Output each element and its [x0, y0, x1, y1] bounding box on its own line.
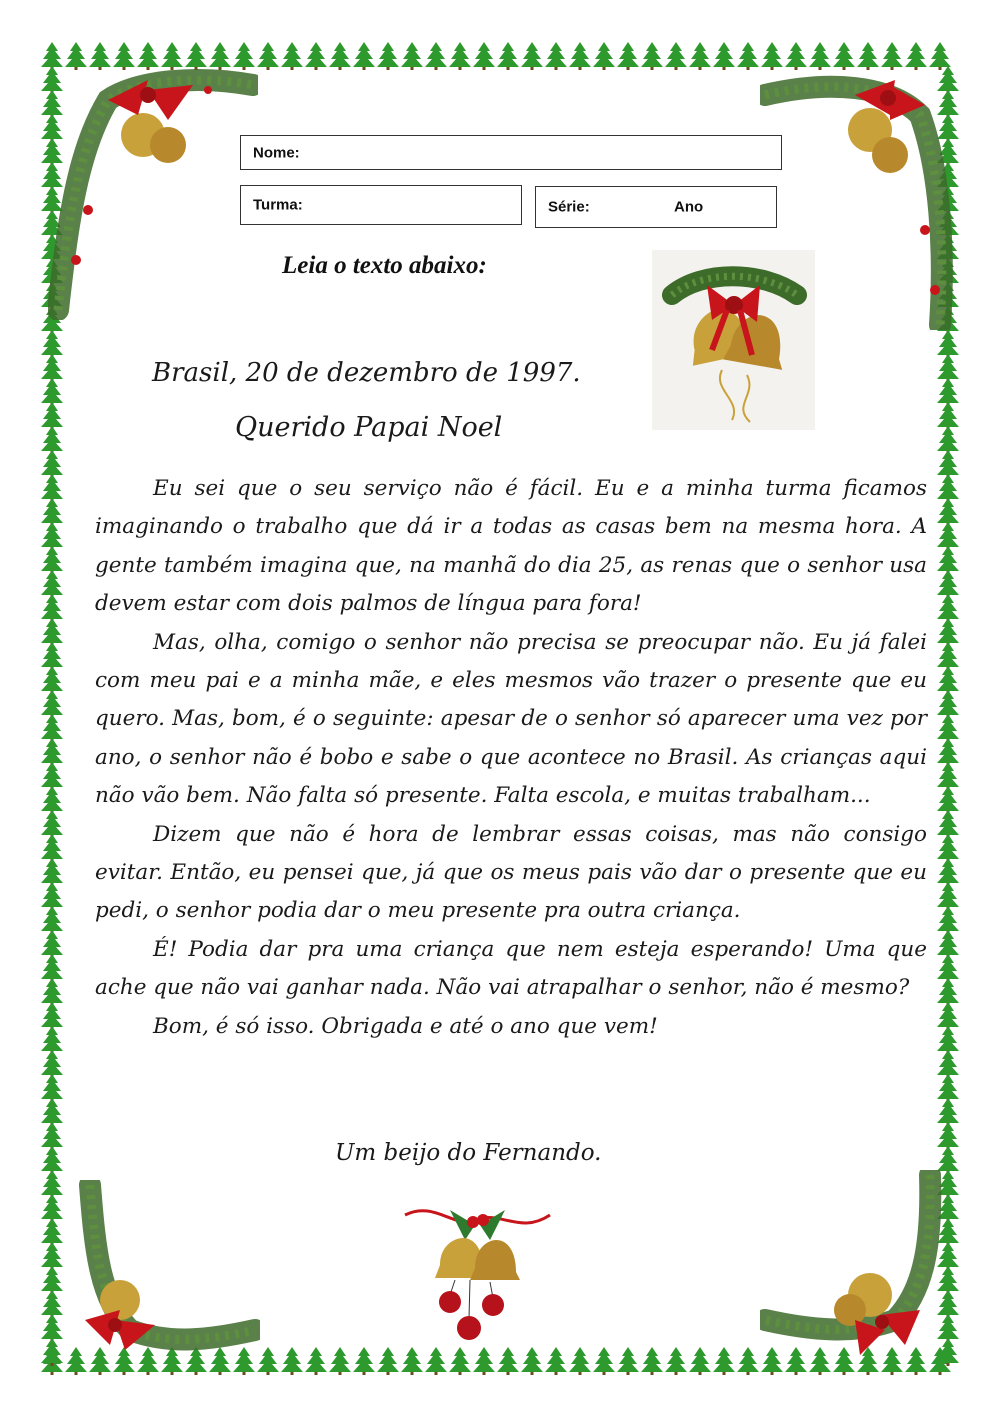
- christmas-tree-icon: [569, 1347, 591, 1375]
- christmas-tree-icon: [41, 402, 63, 430]
- christmas-tree-icon: [41, 930, 63, 958]
- christmas-tree-icon: [329, 42, 351, 70]
- christmas-tree-icon: [41, 1074, 63, 1102]
- letter-paragraph: Eu sei que o seu serviço não é fácil. Eu e a minha turma ficamos imaginando o trabalho que dá ir a todas as casas bem na mesma hora. A gente também imagina que, na manhã do dia 25, as renas que o senhor usa devem estar com dois palmos de língua para fora!: [95, 476, 927, 617]
- christmas-tree-icon: [41, 330, 63, 358]
- christmas-tree-icon: [937, 714, 959, 742]
- christmas-tree-icon: [937, 1026, 959, 1054]
- christmas-tree-icon: [617, 1347, 639, 1375]
- grade-value: Ano: [674, 198, 704, 216]
- christmas-tree-icon: [41, 1098, 63, 1126]
- christmas-tree-icon: [937, 690, 959, 718]
- christmas-tree-icon: [41, 762, 63, 790]
- letter-body: [95, 470, 927, 1046]
- christmas-tree-icon: [353, 1347, 375, 1375]
- christmas-tree-icon: [937, 378, 959, 406]
- christmas-tree-icon: [329, 1347, 351, 1375]
- christmas-tree-icon: [41, 666, 63, 694]
- christmas-tree-icon: [41, 834, 63, 862]
- letter-paragraph: Dizem que não é hora de lembrar essas coisas, mas não consigo evitar. Então, eu pensei que, já que os meus pais vão dar o presente que eu pedi, o senhor podia dar o meu presente pra outra criança.: [95, 821, 927, 924]
- christmas-tree-icon: [41, 738, 63, 766]
- christmas-tree-icon: [593, 42, 615, 70]
- holly-garland-top-left: [48, 60, 258, 320]
- christmas-tree-icon: [353, 42, 375, 70]
- christmas-tree-icon: [713, 1347, 735, 1375]
- christmas-tree-icon: [937, 474, 959, 502]
- christmas-tree-icon: [937, 642, 959, 670]
- christmas-tree-icon: [41, 978, 63, 1006]
- christmas-tree-icon: [41, 714, 63, 742]
- christmas-tree-icon: [305, 42, 327, 70]
- christmas-tree-icon: [41, 882, 63, 910]
- christmas-tree-icon: [937, 858, 959, 886]
- instruction-heading: Leia o texto abaixo:: [282, 252, 487, 279]
- christmas-tree-icon: [41, 1050, 63, 1078]
- christmas-tree-icon: [937, 618, 959, 646]
- christmas-tree-icon: [665, 1347, 687, 1375]
- christmas-tree-icon: [377, 42, 399, 70]
- christmas-tree-icon: [41, 1146, 63, 1174]
- christmas-tree-icon: [41, 858, 63, 886]
- christmas-tree-icon: [665, 42, 687, 70]
- christmas-tree-icon: [937, 354, 959, 382]
- christmas-tree-icon: [937, 810, 959, 838]
- christmas-tree-icon: [425, 42, 447, 70]
- christmas-tree-icon: [41, 378, 63, 406]
- class-field[interactable]: [240, 185, 522, 225]
- christmas-tree-icon: [937, 786, 959, 814]
- christmas-tree-icon: [937, 954, 959, 982]
- christmas-tree-icon: [937, 570, 959, 598]
- christmas-tree-icon: [937, 426, 959, 454]
- christmas-tree-icon: [281, 42, 303, 70]
- christmas-tree-icon: [937, 978, 959, 1006]
- christmas-tree-icon: [937, 330, 959, 358]
- christmas-tree-icon: [41, 954, 63, 982]
- letter-paragraph: Mas, olha, comigo o senhor não precisa se preocupar não. Eu já falei com meu pai e a minha mãe, e eles mesmos vão trazer o presente que eu quero. Mas, bom, é o seguinte: apesar de o senhor só aparecer uma vez por ano, o senhor não é bobo e sabe o que acontece no Brasil. As crianças aqui não vão bem. Não falta só presente. Falta escola, e muitas trabalham...: [95, 629, 927, 809]
- letter-signature: Um beijo do Fernando.: [335, 1140, 602, 1166]
- christmas-tree-icon: [689, 42, 711, 70]
- christmas-tree-icon: [473, 42, 495, 70]
- holly-garland-bottom-right: [760, 1170, 960, 1360]
- christmas-tree-icon: [305, 1347, 327, 1375]
- christmas-tree-icon: [41, 1122, 63, 1150]
- christmas-tree-icon: [937, 930, 959, 958]
- christmas-tree-icon: [713, 42, 735, 70]
- christmas-tree-icon: [937, 450, 959, 478]
- christmas-tree-icon: [617, 42, 639, 70]
- christmas-tree-icon: [937, 546, 959, 574]
- christmas-tree-icon: [41, 570, 63, 598]
- christmas-tree-icon: [937, 1074, 959, 1102]
- christmas-tree-icon: [937, 402, 959, 430]
- christmas-tree-icon: [41, 642, 63, 670]
- christmas-tree-icon: [41, 618, 63, 646]
- christmas-tree-icon: [41, 498, 63, 526]
- christmas-tree-icon: [497, 42, 519, 70]
- class-label: Turma:: [253, 196, 303, 214]
- name-field[interactable]: [240, 135, 782, 170]
- christmas-tree-icon: [737, 1347, 759, 1375]
- letter-greeting: Querido Papai Noel: [235, 412, 503, 443]
- christmas-tree-icon: [937, 738, 959, 766]
- letter-paragraph: Bom, é só isso. Obrigada e até o ano que vem!: [153, 1013, 658, 1039]
- christmas-tree-icon: [689, 1347, 711, 1375]
- christmas-tree-icon: [281, 1347, 303, 1375]
- christmas-tree-icon: [937, 882, 959, 910]
- christmas-tree-icon: [521, 42, 543, 70]
- christmas-tree-icon: [257, 1347, 279, 1375]
- letter-date: Brasil, 20 de dezembro de 1997.: [152, 358, 581, 388]
- christmas-tree-icon: [545, 42, 567, 70]
- christmas-tree-icon: [737, 42, 759, 70]
- name-label: Nome:: [253, 144, 300, 161]
- christmas-tree-icon: [41, 474, 63, 502]
- letter-paragraph: É! Podia dar pra uma criança que nem esteja esperando! Uma que ache que não vai ganhar nada. Não vai atrapalhar o senhor, não é mesmo?: [95, 936, 927, 1001]
- christmas-tree-icon: [937, 594, 959, 622]
- christmas-tree-icon: [41, 1026, 63, 1054]
- christmas-tree-icon: [937, 906, 959, 934]
- christmas-tree-icon: [641, 1347, 663, 1375]
- christmas-tree-icon: [41, 354, 63, 382]
- christmas-tree-icon: [41, 1002, 63, 1030]
- christmas-tree-icon: [449, 42, 471, 70]
- christmas-tree-icon: [41, 906, 63, 934]
- christmas-tree-icon: [41, 450, 63, 478]
- christmas-tree-icon: [41, 810, 63, 838]
- christmas-tree-icon: [41, 594, 63, 622]
- christmas-tree-icon: [641, 42, 663, 70]
- christmas-bells-icon: [652, 250, 815, 430]
- christmas-tree-icon: [937, 666, 959, 694]
- christmas-tree-icon: [593, 1347, 615, 1375]
- christmas-tree-icon: [41, 786, 63, 814]
- christmas-tree-icon: [569, 42, 591, 70]
- holly-garland-bottom-left: [60, 1180, 260, 1360]
- christmas-tree-icon: [937, 1122, 959, 1150]
- christmas-tree-icon: [937, 1050, 959, 1078]
- christmas-tree-icon: [937, 762, 959, 790]
- grade-label: Série:: [548, 198, 590, 216]
- christmas-tree-icon: [257, 42, 279, 70]
- christmas-tree-icon: [41, 546, 63, 574]
- christmas-tree-icon: [937, 1002, 959, 1030]
- christmas-tree-icon: [401, 42, 423, 70]
- christmas-tree-icon: [937, 522, 959, 550]
- christmas-tree-icon: [41, 690, 63, 718]
- christmas-tree-icon: [937, 834, 959, 862]
- grade-field[interactable]: [535, 186, 777, 228]
- christmas-tree-icon: [41, 522, 63, 550]
- christmas-tree-icon: [937, 1098, 959, 1126]
- christmas-ornaments-icon: [395, 1190, 560, 1355]
- christmas-tree-icon: [41, 426, 63, 454]
- christmas-tree-icon: [937, 498, 959, 526]
